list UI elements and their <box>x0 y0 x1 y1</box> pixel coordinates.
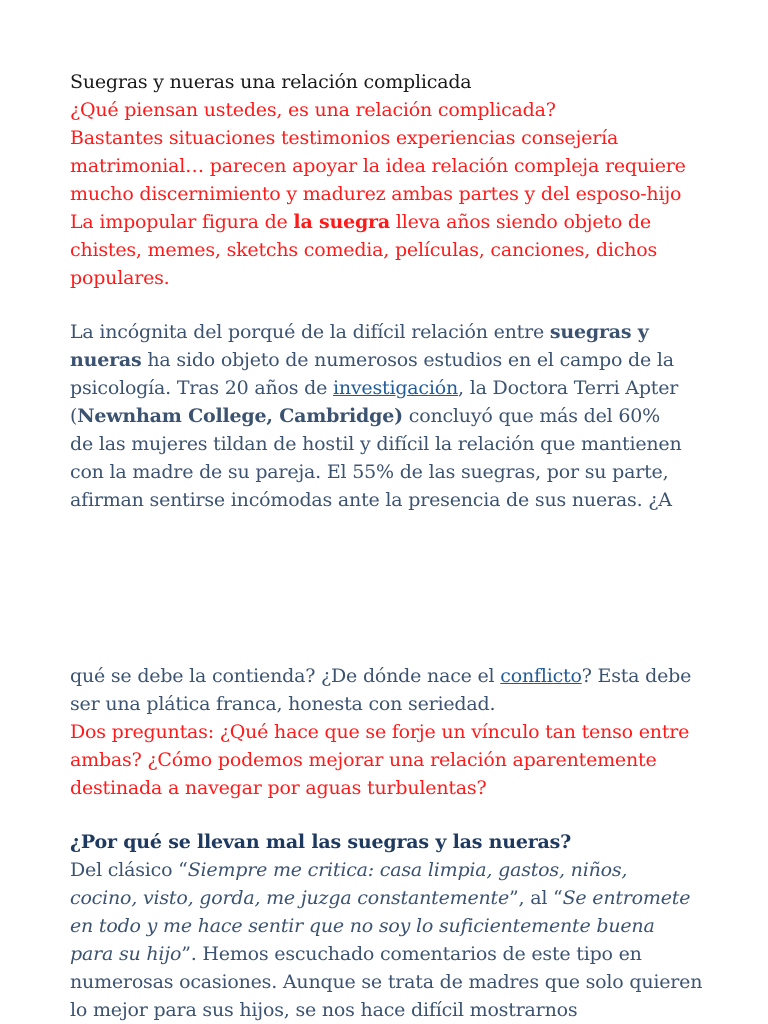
paragraph-line: lo mejor para sus hijos, se nos hace difícil mostrarnos <box>70 999 578 1021</box>
text-run: lleva años siendo objeto de <box>389 211 651 233</box>
text-run: ( <box>70 405 78 427</box>
text-run: , la Doctora Terri Apter <box>458 377 679 399</box>
heading-text: ¿Por qué se llevan mal las suegras y las nueras? <box>70 831 572 853</box>
intro-line: populares. <box>70 267 170 289</box>
paragraph-line: numerosas ocasiones. Aunque se trata de madres que solo quieren <box>70 971 703 993</box>
intro-line: chistes, memes, sketchs comedia, películas, canciones, dichos <box>70 239 658 261</box>
paragraph-line <box>70 662 710 690</box>
text-run: Del clásico “ <box>70 859 188 881</box>
italic-run: Siempre me critica: casa limpia, gastos, niños, <box>187 859 628 881</box>
italic-run: para su hijo <box>70 943 182 965</box>
italic-run: cocino, visto, gorda, me juzga constantemente <box>70 887 510 909</box>
italic-run: Se entromete <box>562 887 691 909</box>
italic-run: en todo y me hace sentir que no soy lo suficientemente buena <box>70 915 655 937</box>
text-run: qué se debe la contienda? ¿De dónde nace el <box>70 665 501 687</box>
section-heading <box>70 828 710 856</box>
text-run: concluyó que más del 60% <box>402 405 661 427</box>
paragraph-line: con la madre de su pareja. El 55% de las suegras, por su parte, <box>70 461 669 483</box>
bold-run: nueras <box>70 349 142 371</box>
document-title: Suegras y nueras una relación complicada <box>70 71 472 93</box>
text-run: La incógnita del porqué de la difícil relación entre <box>70 321 550 343</box>
text-run: ? Esta debe <box>581 665 692 687</box>
questions-line: ambas? ¿Cómo podemos mejorar una relación aparentemente <box>70 749 657 771</box>
paragraph-line <box>70 374 710 402</box>
paragraph-line: de las mujeres tildan de hostil y difícil la relación que mantienen <box>70 433 682 455</box>
text-run: ha sido objeto de numerosos estudios en el campo de la <box>141 349 674 371</box>
paragraph-line <box>70 856 710 884</box>
intro-question: ¿Qué piensan ustedes, es una relación complicada? <box>70 99 556 121</box>
intro-line <box>70 208 710 236</box>
paragraph-line <box>70 940 710 968</box>
paragraph-study <box>70 318 710 514</box>
paragraph-line <box>70 884 710 912</box>
paragraph-line: afirman sentirse incómodas ante la presencia de sus nueras. ¿A <box>70 489 672 511</box>
paragraph-line: ser una plática franca, honesta con seriedad. <box>70 693 496 715</box>
intro-line: matrimonial… parecen apoyar la idea relación compleja requiere <box>70 155 686 177</box>
bold-run: suegras y <box>549 321 649 343</box>
questions-line: destinada a navegar por aguas turbulentas? <box>70 777 487 799</box>
section-why <box>70 828 710 1024</box>
paragraph-line <box>70 402 710 430</box>
text-run: ”. Hemos escuchado comentarios de este tipo en <box>181 943 642 965</box>
text-run: psicología. Tras 20 años de <box>70 377 333 399</box>
intro-section <box>70 68 710 292</box>
paragraph-line <box>70 346 710 374</box>
paragraph-questions <box>70 662 710 802</box>
intro-line: Bastantes situaciones testimonios experiencias consejería <box>70 127 619 149</box>
paragraph-line <box>70 912 710 940</box>
investigacion-link[interactable]: investigación <box>332 377 459 399</box>
text-run: ”, al “ <box>509 887 563 909</box>
intro-line: mucho discernimiento y madurez ambas partes y del esposo-hijo <box>70 183 682 205</box>
questions-line: Dos preguntas: ¿Qué hace que se forje un vínculo tan tenso entre <box>70 721 690 743</box>
paragraph-line <box>70 318 710 346</box>
text-run: La impopular figura de <box>70 211 294 233</box>
bold-run: la suegra <box>293 211 390 233</box>
bold-run: Newnham College, Cambridge) <box>77 405 403 427</box>
conflicto-link[interactable]: conflicto <box>500 665 582 687</box>
